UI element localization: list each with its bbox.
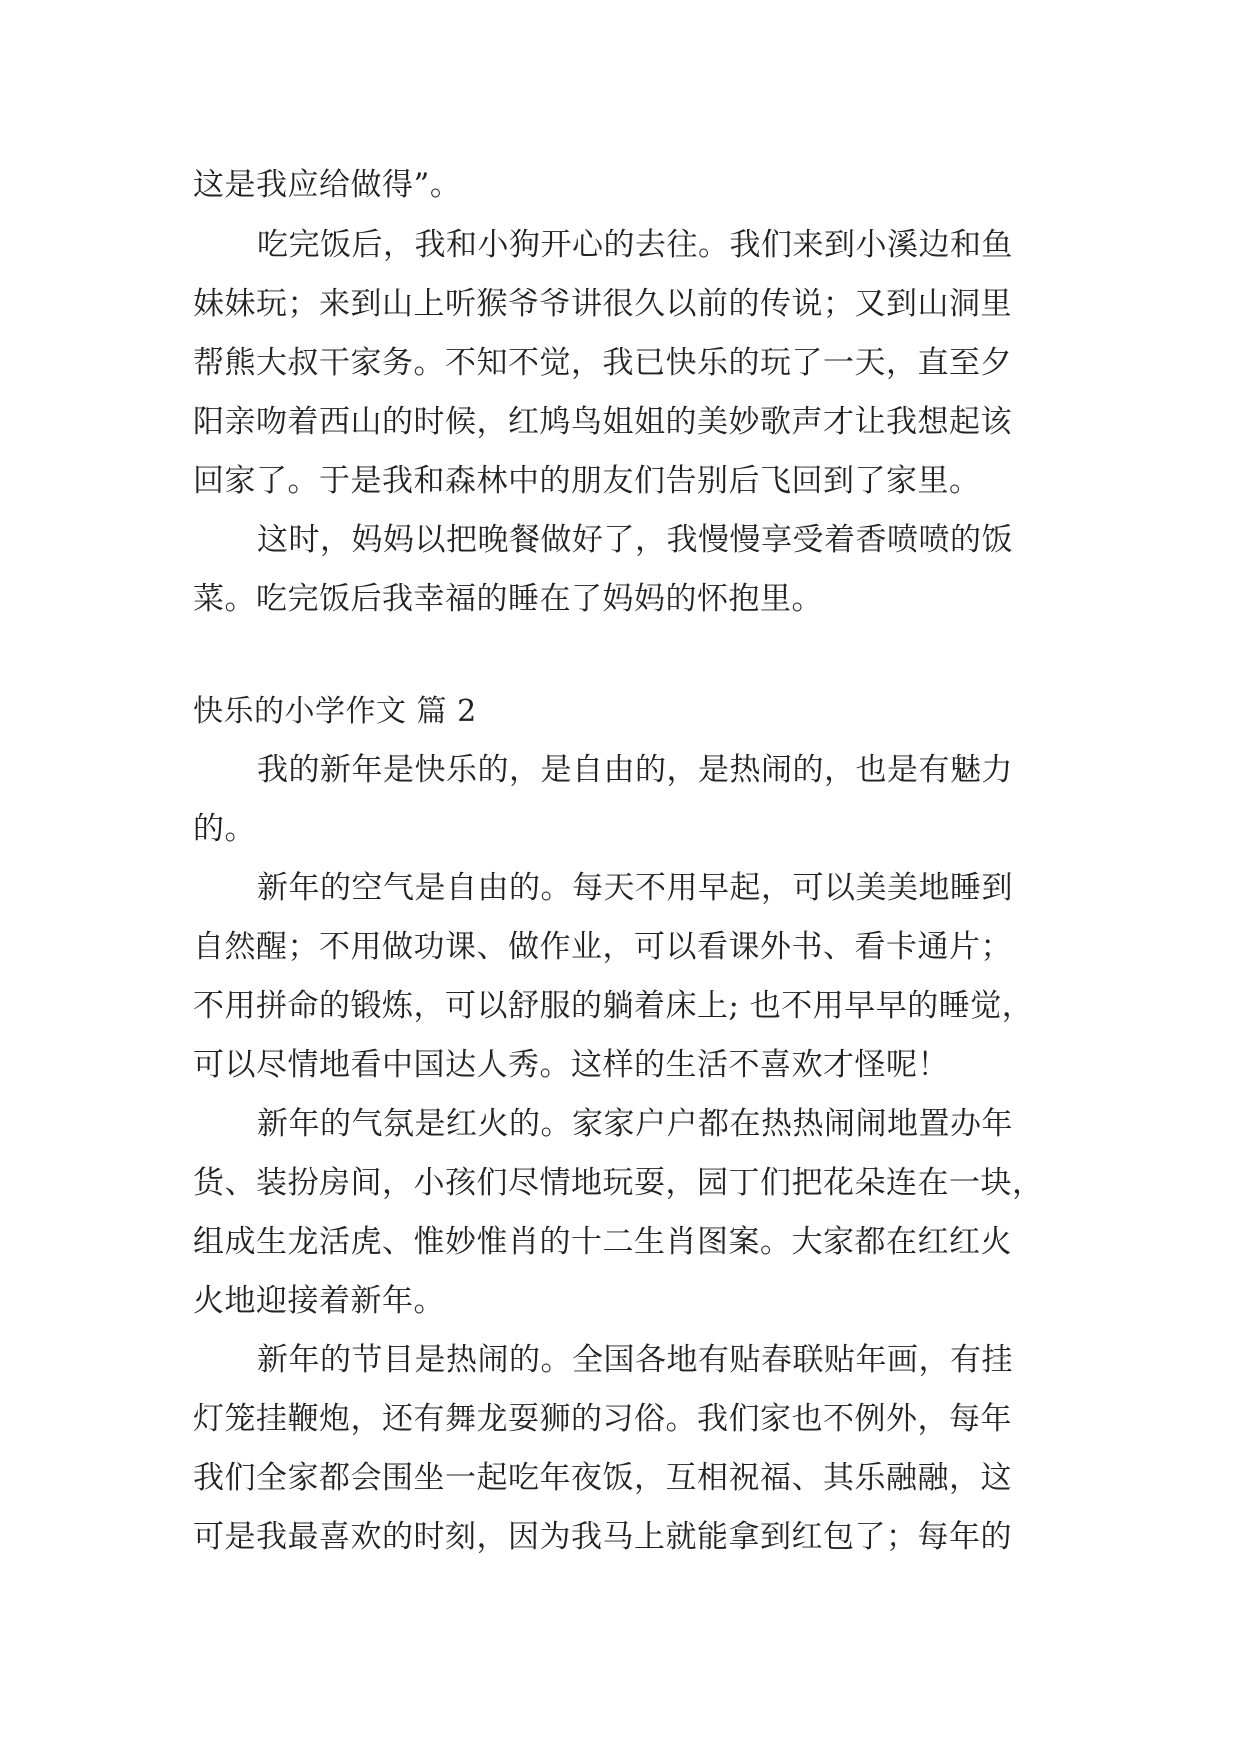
text-line: 这是我应给做得”。 <box>193 167 462 203</box>
text-line: 货、装扮房间，小孩们尽情地玩耍，园丁们把花朵连在一块， <box>193 1165 1044 1201</box>
text-line: 妹妹玩；来到山上听猴爷爷讲很久以前的传说；又到山洞里 <box>193 286 1012 322</box>
text-line: 自然醒；不用做功课、做作业，可以看课外书、看卡通片； <box>193 929 1012 965</box>
text-line: 组成生龙活虎、惟妙惟肖的十二生肖图案。大家都在红红火 <box>193 1224 1012 1260</box>
paragraph-start: 我的新年是快乐的，是自由的，是热闹的，也是有魅力 <box>257 752 1013 788</box>
text-line: 我们全家都会围坐一起吃年夜饭，互相祝福、其乐融融，这 <box>193 1460 1012 1496</box>
text-line: 的。 <box>193 811 256 847</box>
paragraph-start: 新年的空气是自由的。每天不用早起，可以美美地睡到 <box>257 870 1013 906</box>
text-line: 可以尽情地看中国达人秀。这样的生活不喜欢才怪呢！ <box>193 1047 949 1083</box>
paragraph-start: 新年的气氛是红火的。家家户户都在热热闹闹地置办年 <box>257 1106 1013 1142</box>
paragraph-start: 吃完饭后，我和小狗开心的去往。我们来到小溪边和鱼 <box>257 227 1013 263</box>
section-heading: 快乐的小学作文 篇 2 <box>193 694 477 729</box>
text-line: 帮熊大叔干家务。不知不觉，我已快乐的玩了一天，直至夕 <box>193 345 1012 381</box>
text-line: 菜。吃完饭后我幸福的睡在了妈妈的怀抱里。 <box>193 581 823 617</box>
text-line: 灯笼挂鞭炮，还有舞龙耍狮的习俗。我们家也不例外，每年 <box>193 1401 1012 1437</box>
text-line: 火地迎接着新年。 <box>193 1283 445 1319</box>
text-line: 可是我最喜欢的时刻，因为我马上就能拿到红包了；每年的 <box>193 1519 1012 1555</box>
paragraph-start: 新年的节目是热闹的。全国各地有贴春联贴年画，有挂 <box>257 1342 1013 1378</box>
text-line: 不用拼命的锻炼，可以舒服的躺着床上; 也不用早早的睡觉， <box>193 988 1034 1024</box>
text-line: 回家了。于是我和森林中的朋友们告别后飞回到了家里。 <box>193 463 981 499</box>
text-line: 阳亲吻着西山的时候，红鸠鸟姐姐的美妙歌声才让我想起该 <box>193 404 1012 440</box>
paragraph-start: 这时，妈妈以把晚餐做好了，我慢慢享受着香喷喷的饭 <box>257 522 1013 558</box>
